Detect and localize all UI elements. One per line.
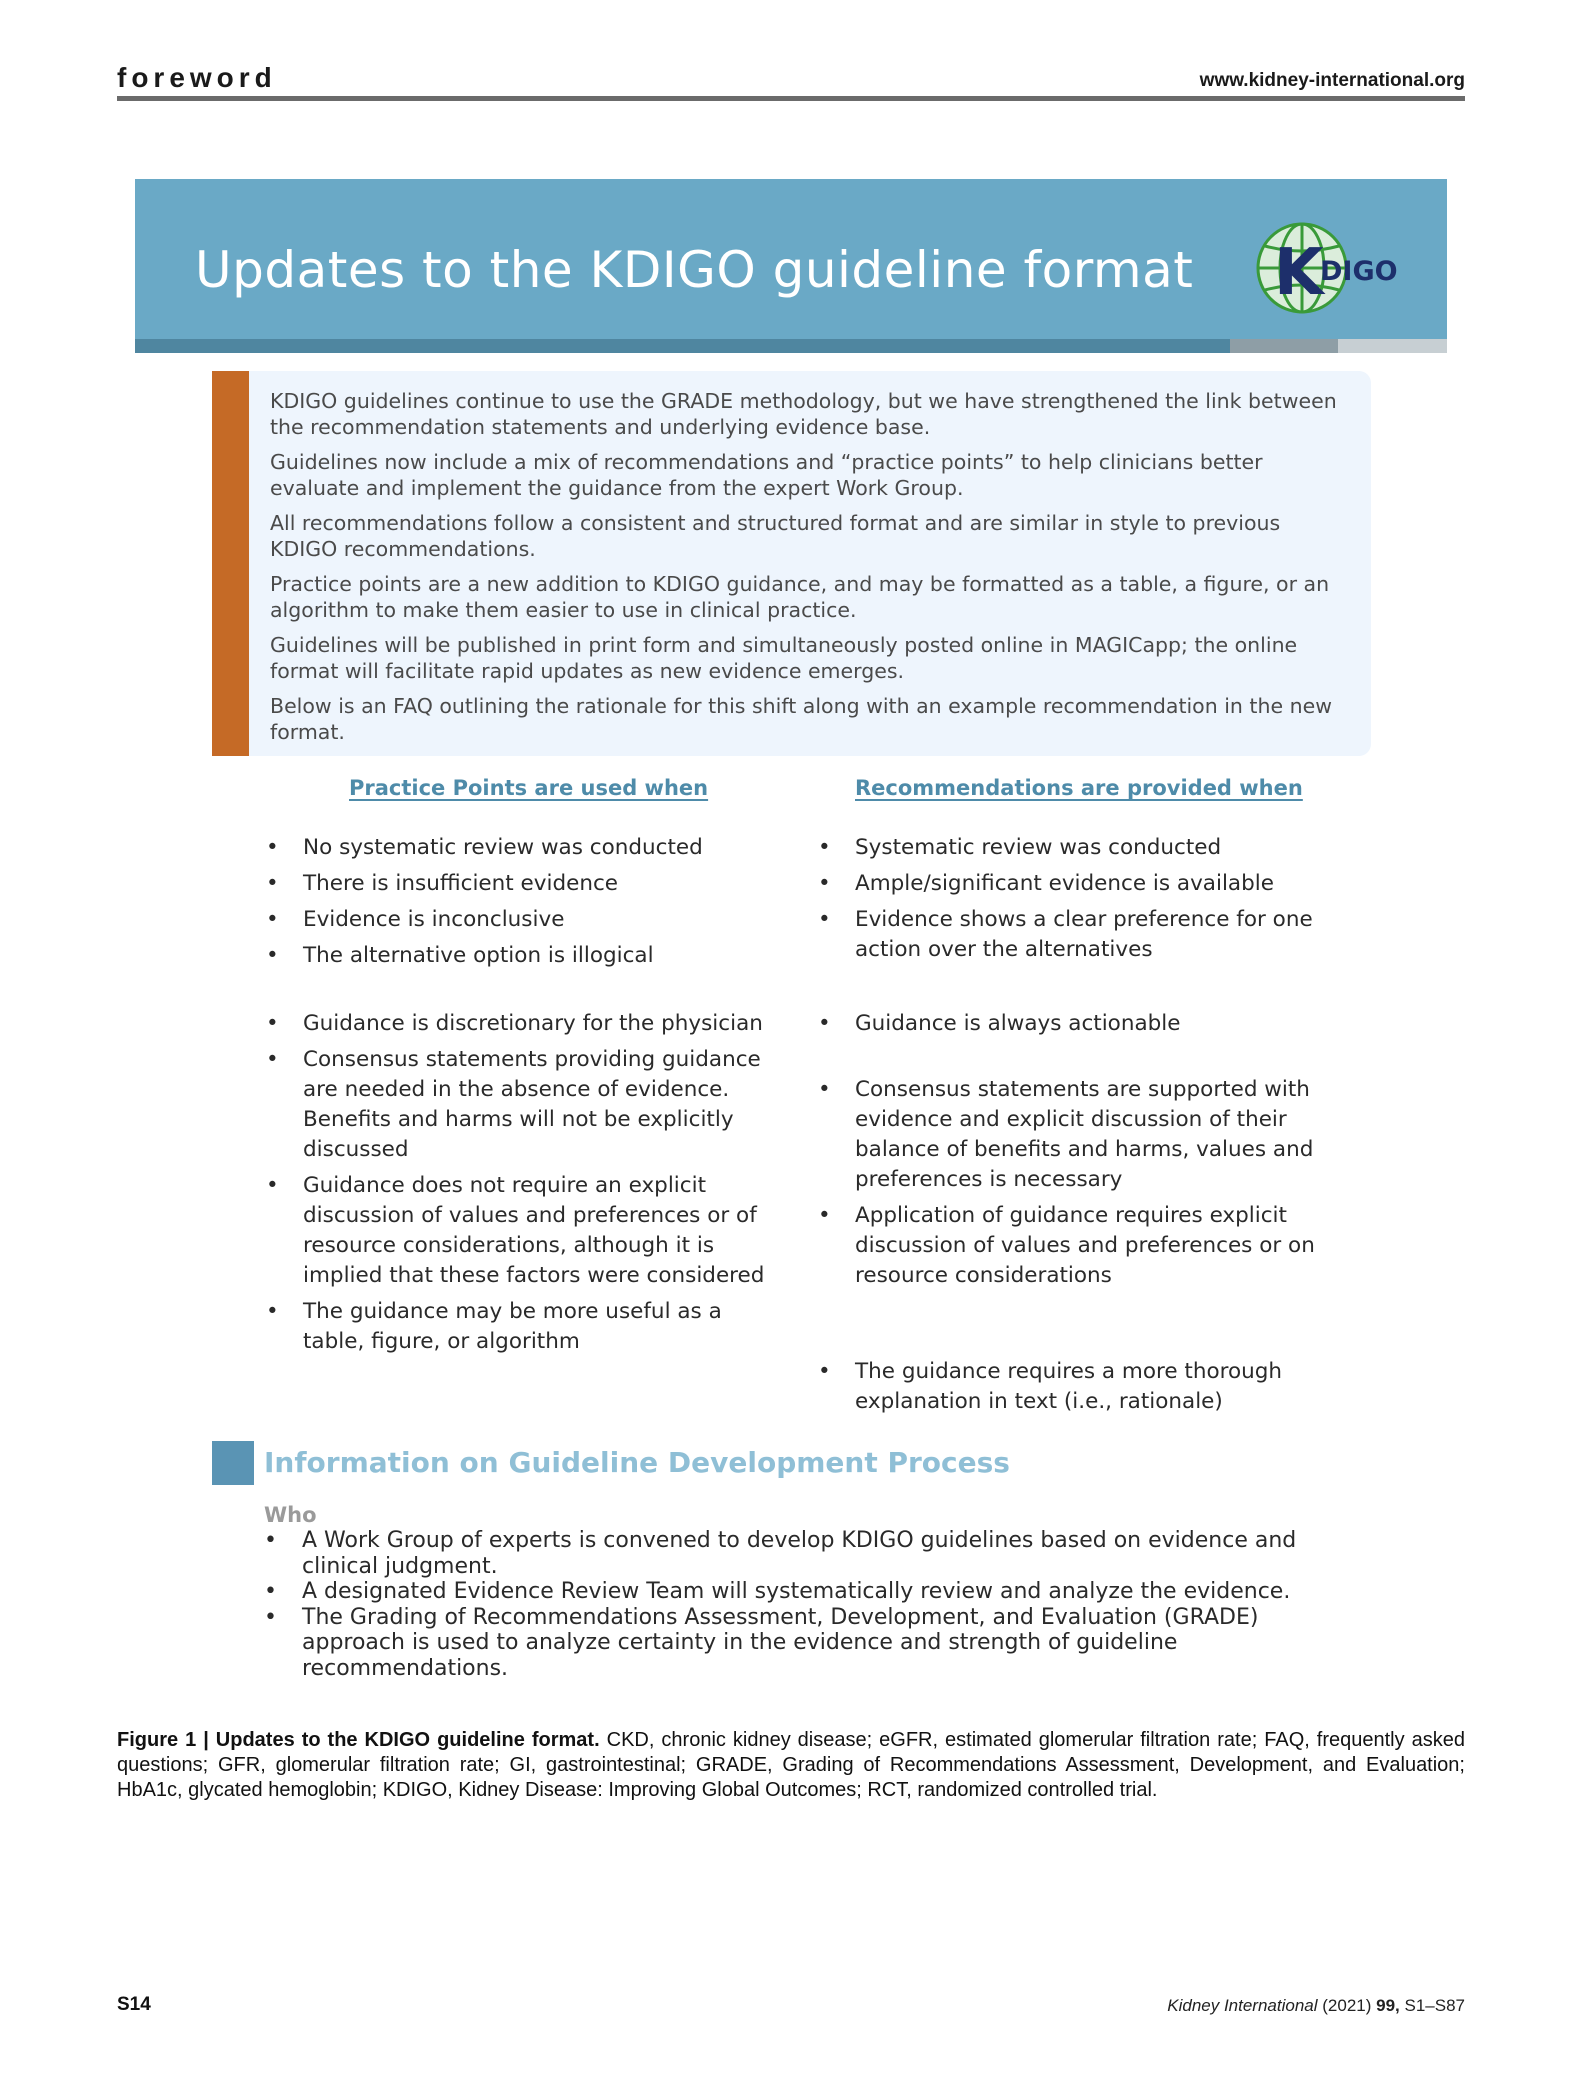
banner-title: Updates to the KDIGO guideline format xyxy=(195,241,1194,299)
list-item: • A designated Evidence Review Team will systematically review and analyze the evidence. xyxy=(264,1579,1291,1604)
caption-text: CKD, chronic kidney disease; eGFR, estimated glomerular filtration rate; FAQ, frequently asked questions; GFR, glomerular filtration rate; GI, gastrointestinal; GRADE, Grading of Recommendations Assessment, Development, and Evaluation; HbA1c, glycated hemoglobin; KDIGO, Kidney Disease: Improving Global Outcomes; RCT, randomized controlled trial. xyxy=(117,1729,1465,1801)
list-item: • Consensus statements providing guidance are needed in the absence of evidence. Benefits and harms will not be explicitly discussed xyxy=(266,1047,761,1162)
list-item: • Guidance does not require an explicit discussion of values and preferences or of resource considerations, although it is implied that these factors were considered xyxy=(266,1173,765,1288)
list-item: • No systematic review was conducted xyxy=(266,835,703,860)
list-item: • A Work Group of experts is convened to develop KDIGO guidelines based on evidence and clinical judgment. xyxy=(264,1528,1297,1579)
info-list xyxy=(264,1528,1344,1681)
list-item: • Application of guidance requires explicit discussion of values and preferences or on resource considerations xyxy=(818,1203,1315,1288)
intro-paragraph: Guidelines will be published in print form and simultaneously posted online in MAGICapp; the online format will facilitate rapid updates as new evidence emerges. xyxy=(270,633,1298,683)
journal-url-link[interactable]: www.kidney-international.org xyxy=(1199,70,1465,91)
intro-list xyxy=(270,388,1340,754)
list-item: • Systematic review was conducted xyxy=(818,835,1222,860)
caption-label: Figure 1 | Updates to the KDIGO guideline format. xyxy=(117,1729,600,1751)
recommendations-list-1 xyxy=(818,833,1338,965)
intro-box xyxy=(249,371,1371,756)
list-item: • Evidence shows a clear preference for one action over the alternatives xyxy=(818,907,1313,962)
intro-accent-bar xyxy=(212,371,249,756)
figure-caption xyxy=(117,1728,1465,1803)
info-section-marker xyxy=(212,1441,254,1485)
intro-paragraph: All recommendations follow a consistent and structured format and are similar in style to previous KDIGO recommendations. xyxy=(270,511,1281,561)
intro-paragraph: Below is an FAQ outlining the rationale for this shift along with an example recommendation in the new format. xyxy=(270,694,1332,744)
recommendations-heading: Recommendations are provided when xyxy=(855,776,1303,800)
intro-paragraph: Practice points are a new addition to KDIGO guidance, and may be formatted as a table, a figure, or an algorithm to make them easier to use in clinical practice. xyxy=(270,572,1330,622)
intro-paragraph: Guidelines now include a mix of recommendations and “practice points” to help clinicians better evaluate and implement the guidance from the expert Work Group. xyxy=(270,450,1263,500)
list-item: • Evidence is inconclusive xyxy=(266,907,565,932)
list-item: • Ample/significant evidence is available xyxy=(818,871,1274,896)
list-item: • The guidance requires a more thorough explanation in text (i.e., rationale) xyxy=(818,1359,1283,1414)
kdigo-logo xyxy=(1250,218,1400,318)
list-item: • The guidance may be more useful as a table, figure, or algorithm xyxy=(266,1299,722,1354)
logo-letter: K xyxy=(1274,236,1324,310)
info-heading: Information on Guideline Development Process xyxy=(264,1446,1010,1479)
logo-wordmark: DIGO xyxy=(1320,256,1398,287)
who-label: Who xyxy=(264,1503,317,1527)
list-item: • Guidance is always actionable xyxy=(818,1011,1181,1036)
page-number: S14 xyxy=(117,1994,151,2015)
banner-stripe-gray xyxy=(1230,339,1338,353)
practice-points-heading: Practice Points are used when xyxy=(349,776,709,800)
journal-reference: Kidney International (2021) 99, S1–S87 xyxy=(1167,1996,1465,2015)
section-label: foreword xyxy=(117,62,277,93)
header-rule xyxy=(117,96,1465,101)
intro-paragraph: KDIGO guidelines continue to use the GRADE methodology, but we have strengthened the link between the recommendation statements and underlying evidence base. xyxy=(270,389,1337,439)
list-item: • The Grading of Recommendations Assessment, Development, and Evaluation (GRADE) approach is used to analyze certainty in the evidence and strength of guideline recommendations. xyxy=(264,1604,1259,1681)
list-item: • There is insufficient evidence xyxy=(266,871,619,896)
recommendations-list-2 xyxy=(818,1009,1338,1417)
practice-points-list-1 xyxy=(266,833,766,971)
list-item: • The alternative option is illogical xyxy=(266,943,654,968)
banner-stripe-blue xyxy=(135,339,1230,353)
list-item: • Consensus statements are supported with evidence and explicit discussion of their balance of benefits and harms, values and preferences is necessary xyxy=(818,1077,1314,1192)
banner-stripe-light xyxy=(1338,339,1447,353)
practice-points-list-2 xyxy=(266,1009,786,1357)
list-item: • Guidance is discretionary for the physician xyxy=(266,1011,763,1036)
